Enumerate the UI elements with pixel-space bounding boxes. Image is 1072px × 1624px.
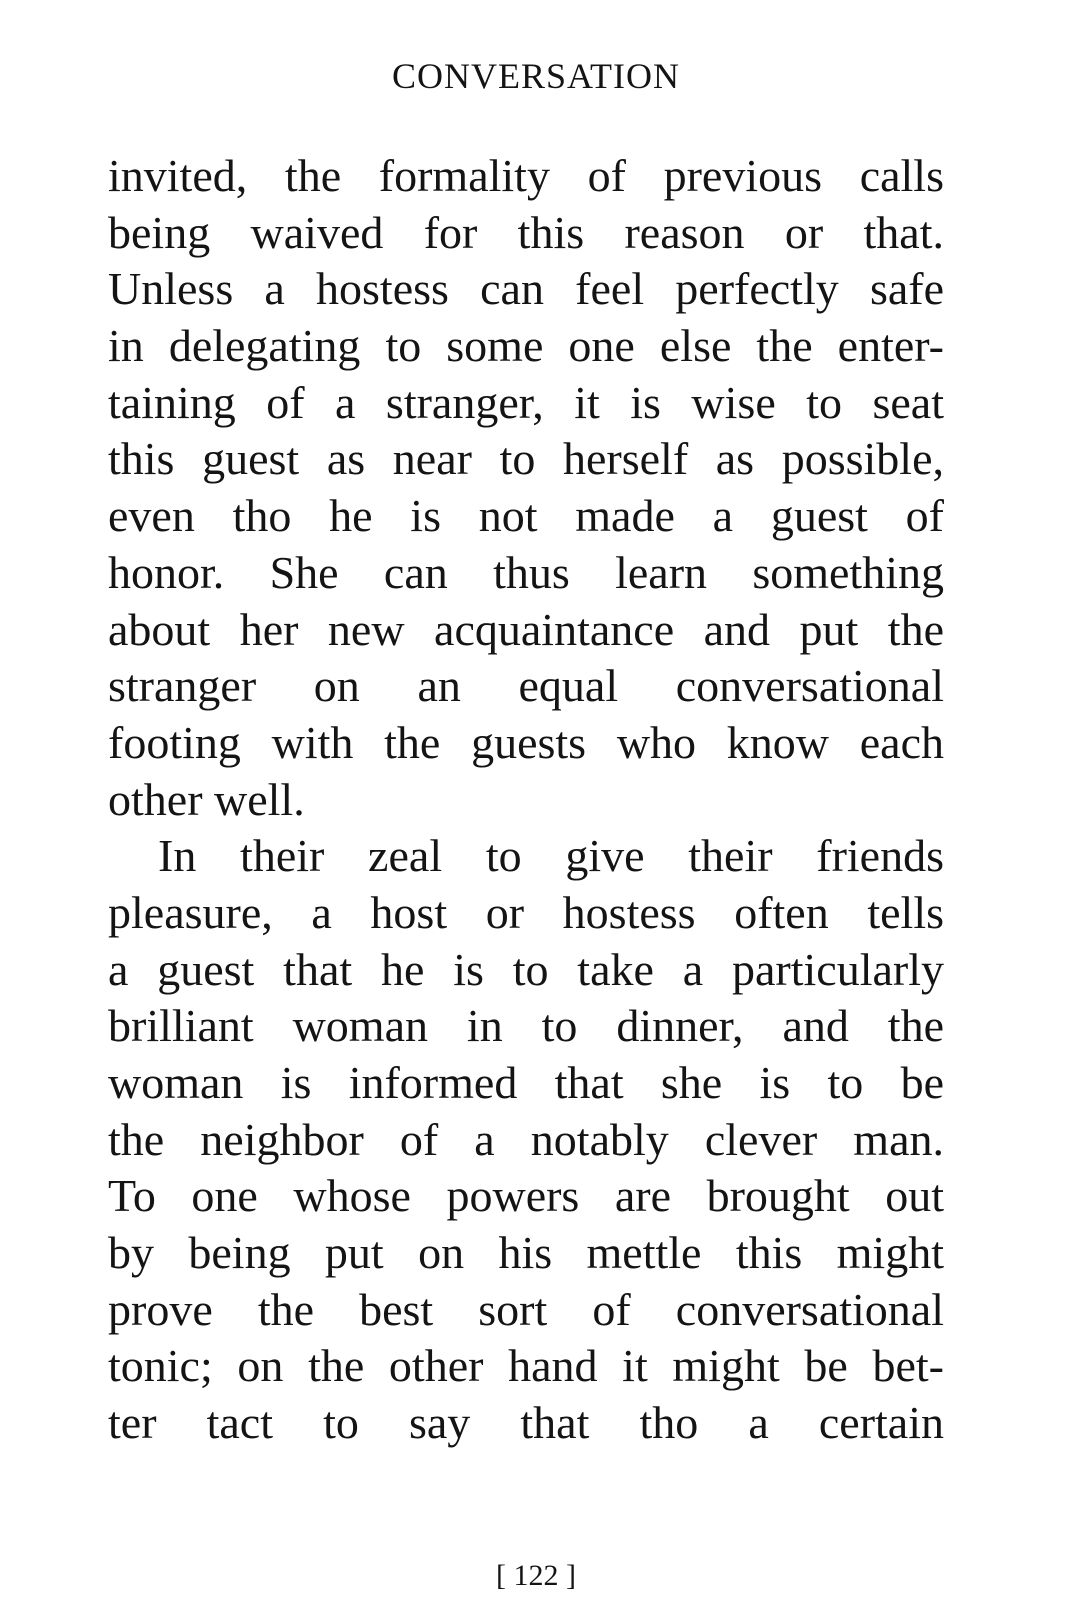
text-line: by being put on his mettle this might [108,1227,944,1279]
running-head: CONVERSATION [391,56,680,96]
text-line: prove the best sort of conversational [108,1283,944,1335]
text-line: a guest that he is to take a particularly [108,943,944,995]
text-line: about her new acquaintance and put the [108,603,944,655]
text-line: footing with the guests who know each [108,716,944,768]
text-line: taining of a stranger, it is wise to seat [108,376,944,428]
body-text [108,148,944,1452]
text-line: pleasure, a host or hostess often tells [108,886,944,938]
text-line: Unless a hostess can feel perfectly safe [108,263,944,315]
text-line: honor. She can thus learn something [108,546,944,598]
text-line: In their zeal to give their friends [158,830,944,882]
text-line: woman is informed that she is to be [108,1057,944,1108]
text-line: in delegating to some one else the enter- [108,320,944,372]
text-line: tonic; on the other hand it might be bet- [108,1340,944,1392]
text-line: stranger on an equal conversational [108,660,944,712]
text-line: brilliant woman in to dinner, and the [108,1000,944,1052]
text-line: even tho he is not made a guest of [108,490,944,542]
text-line: other well. [108,773,305,825]
page-number: [ 122 ] [496,1559,576,1592]
text-line: the neighbor of a notably clever man. [108,1113,944,1165]
text-line: this guest as near to herself as possible, [108,433,944,485]
text-line: ter tact to say that tho a certain [108,1397,944,1449]
text-line: To one whose powers are brought out [108,1170,944,1222]
text-line: invited, the formality of previous calls [108,150,944,201]
text-line: being waived for this reason or that. [108,206,944,258]
